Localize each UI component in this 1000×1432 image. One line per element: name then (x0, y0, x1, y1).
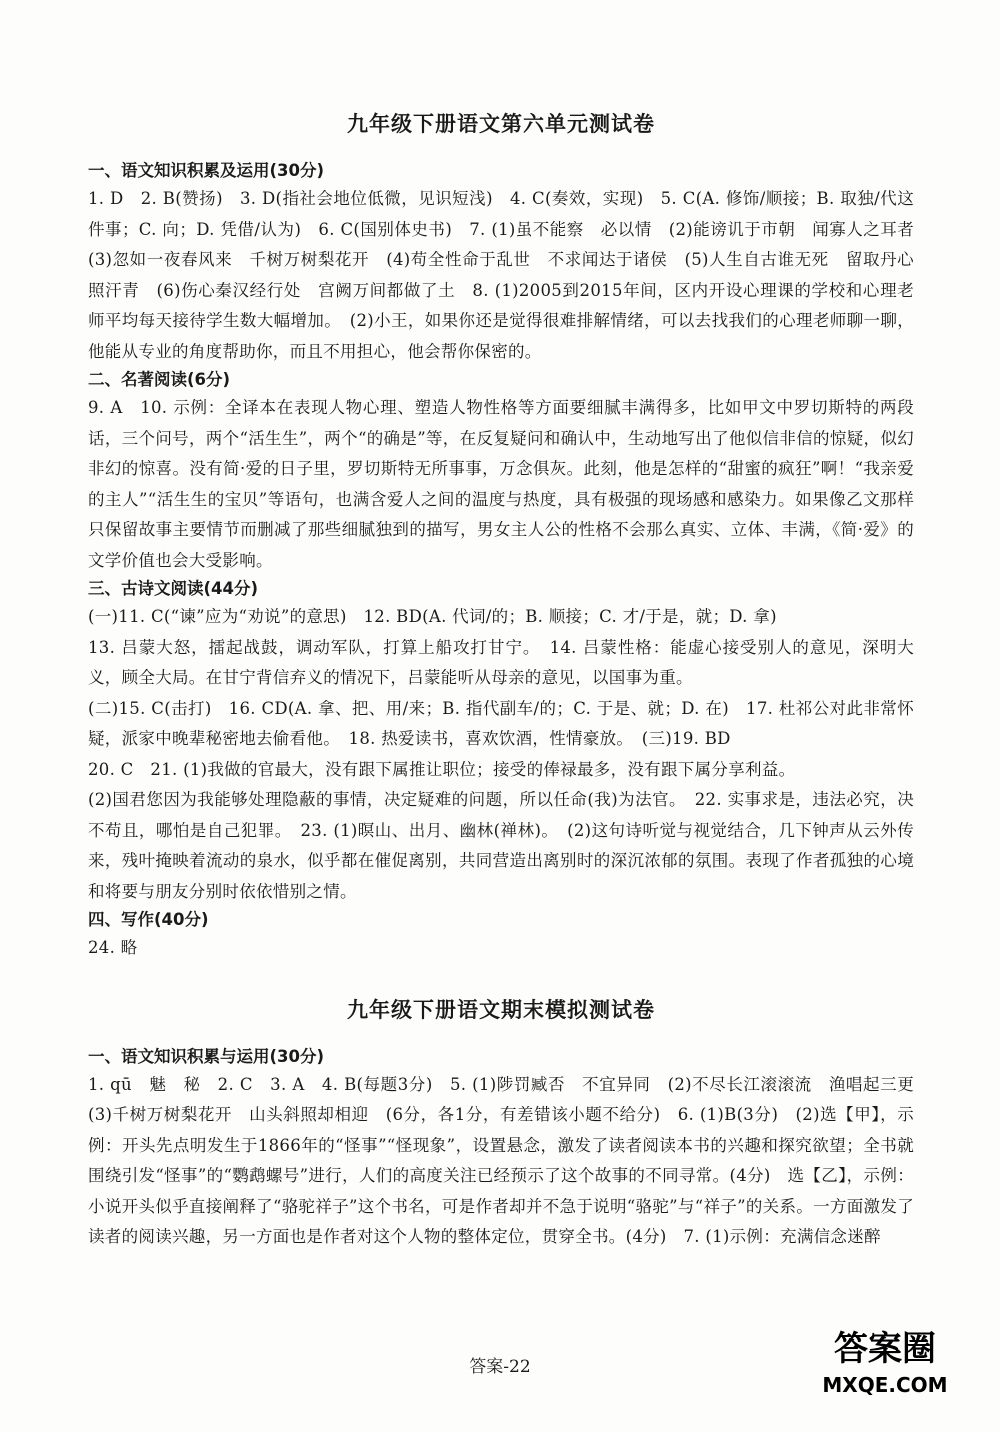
section-heading: 一、语文知识积累与运用(30分) (88, 1046, 325, 1066)
answer-paragraph: 1. qū 魅 秘 2. C 3. A 4. B(每题3分) 5. (1)陟罚臧否 不宜异同 (2)不尽长江滚滚流 渔唱起三更 (3)千树万树梨花开 山头斜照却相迎 (6分，各1分，有差错该小题不给分) 6. (1)B(3分) (2)选【甲】，示例：开头先点明发生于1866年的“怪事”“怪现象”，设置悬念，激发了读者阅读本书的兴趣和探究欲望；全书就围绕引发“怪事”的“鹦鹉螺号”进行，人们的高度关注已经预示了这个故事的不同寻常。(4分) 选【乙】，示例：小说开头似乎直接阐释了“骆驼祥子”这个书名，可是作者却并不急于说明“骆驼”与“祥子”的关系。一方面激发了读者的阅读兴趣，另一方面也是作者对这个人物的整体定位，贯穿全书。(4分) 7. (1)示例：充满信念迷醉 (88, 1074, 931, 1246)
answer-paragraph: 13. 吕蒙大怒，擂起战鼓，调动军队，打算上船攻打甘宁。 14. 吕蒙性格：能虚心接受别人的意见，深明大义，顾全大局。在甘宁背信弃义的情况下，吕蒙能听从母亲的意见，以国事为重。 (88, 637, 914, 687)
answer-paragraph: 9. A 10. 示例：全译本在表现人物心理、塑造人物性格等方面要细腻丰满得多，比如甲文中罗切斯特的两段话，三个问号，两个“活生生”，两个“的确是”等，在反复疑问和确认中，生动地写出了他似信非信的惊疑，似幻非幻的惊喜。没有简·爱的日子里，罗切斯特无所事事，万念俱灰。此刻，他是怎样的“甜蜜的疯狂”啊！“我亲爱的主人”“活生生的宝贝”等语句，也满含爱人之间的温度与热度，具有极强的现场感和感染力。如果像乙文那样只保留故事主要情节而删减了那些细腻独到的描写，男女主人公的性格不会那么真实、立体、丰满，《简·爱》的文学价值也会大受影响。 (88, 398, 914, 570)
section-heading: 四、写作(40分) (88, 910, 209, 929)
title-final-exam: 九年级下册语文期末模拟测试卷 (347, 997, 655, 1022)
document-body (88, 108, 931, 1253)
section-heading: 一、语文知识积累及运用(30分) (88, 161, 325, 180)
title-unit6: 九年级下册语文第六单元测试卷 (347, 112, 655, 136)
section-heading: 三、古诗文阅读(44分) (88, 579, 259, 598)
watermark-text: 答案圈 (834, 1329, 936, 1369)
section-heading: 二、名著阅读(6分) (88, 370, 231, 389)
answer-paragraph: (2)国君您因为我能够处理隐蔽的事情，决定疑难的问题，所以任命(我)为法官。 22. 实事求是，违法必究，决不苟且，哪怕是自己犯罪。 23. (1)暝山、出月、幽林(禅林)。 (2)这句诗听觉与视觉结合，几下钟声从云外传来，残叶掩映着流动的泉水，似乎都在催促离别，共同营造出离别时的深沉浓郁的氛围。表现了作者孤独的心境和将要与朋友分别时依依惜别之情。 (88, 790, 914, 901)
answer-paragraph: 1. D 2. B(赞扬) 3. D(指社会地位低微，见识短浅) 4. C(奏效，实现) 5. C(A. 修饰/顺接；B. 取独/代这件事；C. 向；D. 凭借/认为) 6. C(国别体史书) 7. (1)虽不能察 必以情 (2)能谤讥于市朝 闻寡人之耳者 (3)忽如一夜春风来 千树万树梨花开 (4)苟全性命于乱世 不求闻达于诸侯 (5)人生自古谁无死 留取丹心照汗青 (6)伤心秦汉经行处 宫阙万间都做了土 8. (1)2005到2015年间，区内开设心理课的学校和心理老师平均每天接待学生数大幅增加。 (2)小王，如果你还是觉得很难排解情绪，可以去找我们的心理老师聊一聊，他能从专业的角度帮助你，而且不用担心，他会帮你保密的。 (88, 189, 931, 361)
answer-paragraph: (一)11. C(“谏”应为“劝说”的意思) 12. BD(A. 代词/的；B. 顺接；C. 才/于是，就；D. 拿) (88, 607, 777, 626)
watermark-logo (810, 1312, 960, 1402)
answer-paragraph: 24. 略 (88, 938, 138, 957)
answer-paragraph: 20. C 21. (1)我做的官最大，没有跟下属推让职位；接受的俸禄最多，没有跟下属分享利益。 (88, 759, 796, 779)
answer-paragraph: (二)15. C(击打) 16. CD(A. 拿、把、用/来；B. 指代副车/的；C. 于是、就；D. 在) 17. 杜祁公对此非常怀疑，派家中晚辈秘密地去偷看他。 18. 热爱读书，喜欢饮酒，性情豪放。 (三)19. BD (88, 698, 914, 748)
watermark-url: MXQE.COM (822, 1373, 948, 1397)
page-number: 答案-22 (469, 1357, 531, 1377)
